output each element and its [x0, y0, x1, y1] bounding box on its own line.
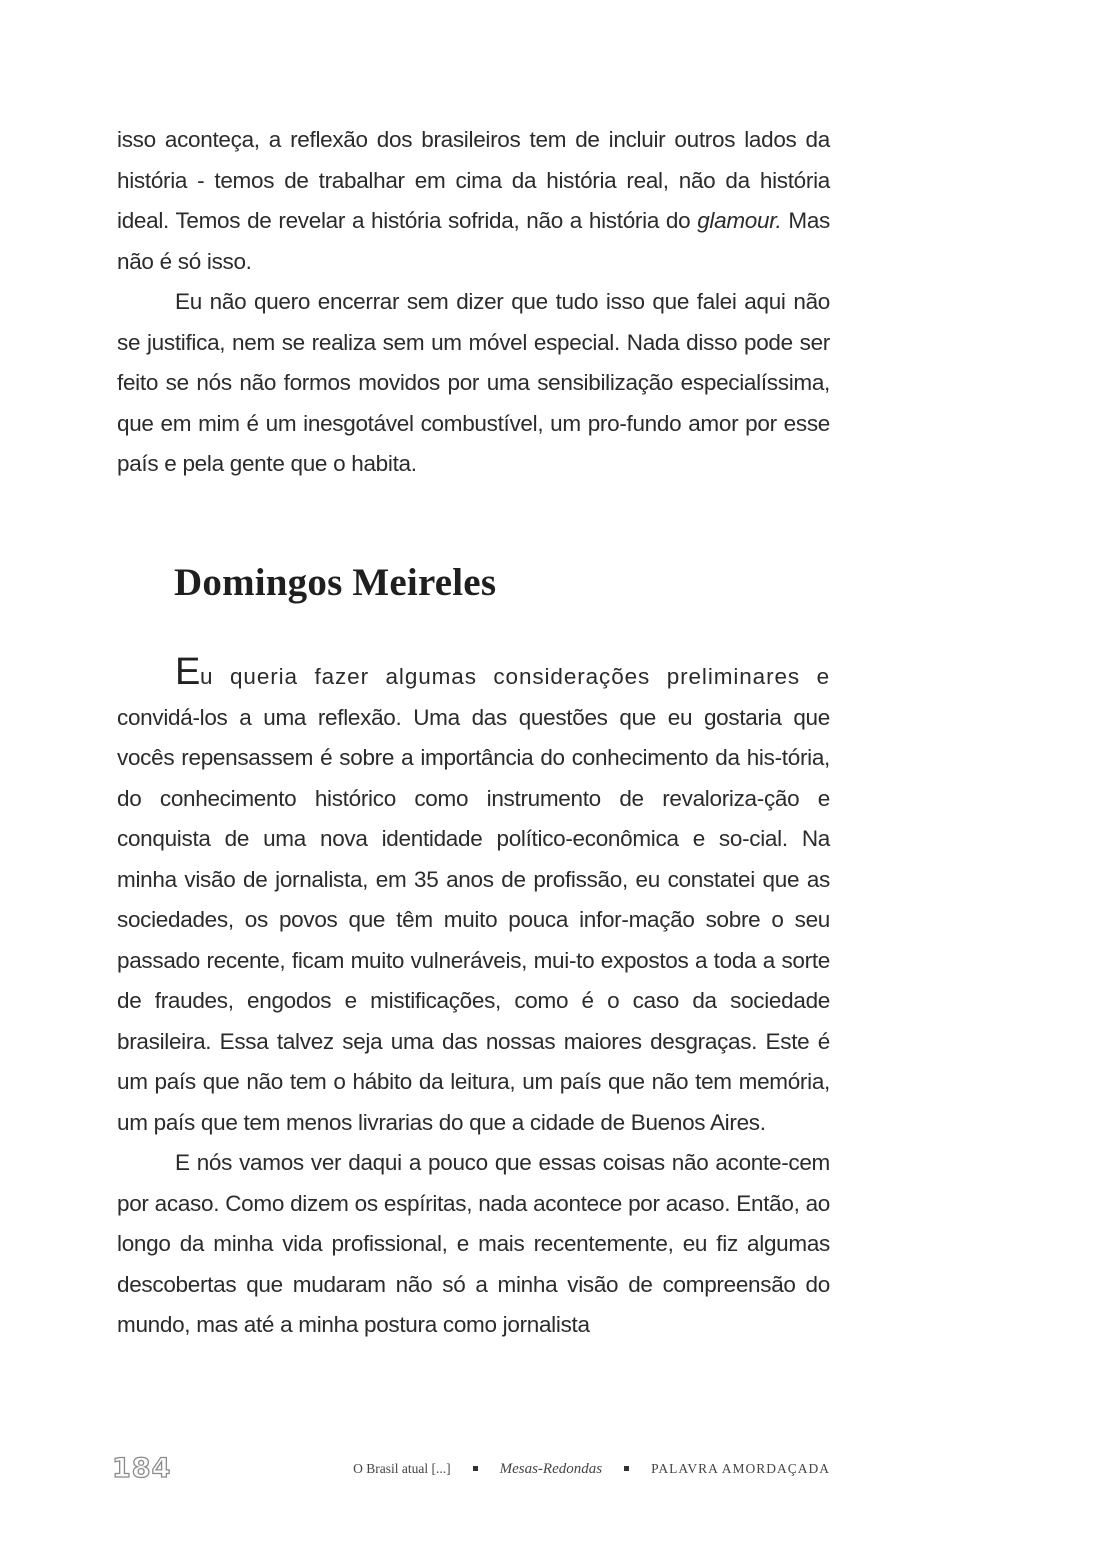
intro-paragraph-1: [117, 120, 830, 282]
intro-text: [117, 120, 830, 485]
running-head-book-title: O Brasil atual [...]: [353, 1461, 451, 1476]
section-paragraph-1-first-line: u queria fazer algumas considerações preliminares e: [200, 664, 830, 689]
section-paragraph-2: E nós vamos ver daqui a pouco que essas coisas não aconte-cem por acaso. Como dizem os espíritas, nada acontece por acaso. Então, ao longo da minha vida profissional, e mais recentemente, eu fiz algumas descobertas que mudaram não só a minha visão de compreensão do mundo, mas até a minha postura como jornalista: [117, 1150, 830, 1337]
intro-paragraph-2: Eu não quero encerrar sem dizer que tudo isso que falei aqui não se justifica, nem se realiza sem um móvel especial. Nada disso pode ser feito se nós não formos movidos por uma sensibilização especialíssima, que em mim é um inesgotável combustível, um pro-fundo amor por esse país e pela gente que o habita.: [117, 289, 830, 476]
intro-paragraph-1-text: isso aconteça, a reflexão dos brasileiros tem de incluir outros lados da história - temos de trabalhar em cima da história real, não da história ideal. Temos de revelar a história sofrida, não a história do: [117, 127, 830, 233]
section-title: Domingos Meireles: [174, 561, 497, 604]
section-paragraph-1: [117, 652, 830, 1143]
running-head-publication: Mesas-Redondas: [499, 1461, 603, 1477]
section-paragraph-1-text: convidá-los a uma reflexão. Uma das questões que eu gostaria que vocês repensassem é sobre a importância do conhecimento da his-tória, do conhecimento histórico como instrumento de revaloriza-ção e conquista de uma nova identidade político-econômica e so-cial. Na minha visão de jornalista, em 35 anos de profissão, eu constatei que as sociedades, os povos que têm muito pouca infor-mação sobre o seu passado recente, ficam muito vulneráveis, mui-to expostos a toda a sorte de fraudes, engodos e mistificações, como é o caso da sociedade brasileira. Essa talvez seja uma das nossas maiores desgraças. Este é um país que não tem o hábito da leitura, um país que não tem memória, um país que tem menos livrarias do que a cidade de Buenos Aires.: [117, 704, 830, 1135]
running-head-collection: PALAVRA AMORDAÇADA: [651, 1461, 830, 1476]
glamour-emphasis: glamour.: [697, 208, 782, 233]
page-number: 184: [112, 1453, 172, 1484]
page-footer: [112, 1453, 830, 1493]
bullet-separator-icon: [624, 1466, 629, 1471]
drop-cap: E: [175, 651, 201, 693]
intro-paragraph-1-end: Mas não é só isso.: [117, 208, 830, 274]
running-head: [353, 1461, 830, 1478]
bullet-separator-icon: [473, 1466, 478, 1471]
section-body: [117, 652, 830, 1346]
